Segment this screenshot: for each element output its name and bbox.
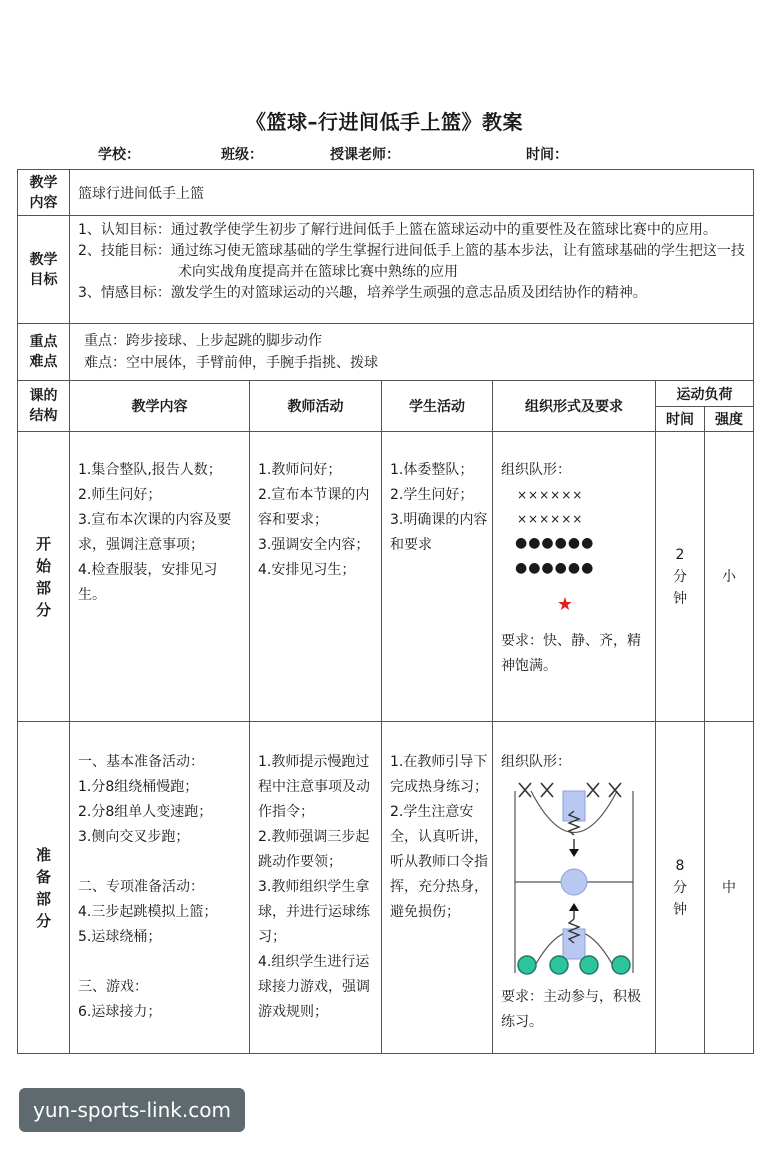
- prep-student: [382, 722, 493, 1054]
- goals-cell: [70, 216, 754, 324]
- start-content: [70, 432, 250, 722]
- prep-time: 8分钟: [656, 722, 705, 1054]
- prep-label: 准备部分: [18, 722, 70, 1054]
- list-item: 一、基本准备活动：: [78, 754, 204, 770]
- start-time: 2分钟: [656, 432, 705, 722]
- court-diagram: [509, 779, 639, 979]
- list-item: 2.学生注意安全，认真听讲，听从教师口令指挥，充分热身，避免损伤；: [390, 804, 488, 920]
- start-intensity: 小: [705, 432, 754, 722]
- list-item: 1.教师提示慢跑过程中注意事项及动作指令；: [258, 754, 370, 820]
- list-item: 5.运球绕桶；: [78, 929, 162, 945]
- list-item: 4.检查服装，安排见习生。: [78, 562, 218, 603]
- org-title: 组织队形：: [501, 754, 571, 770]
- org-requirement: 要求：主动参与，积极练习。: [501, 989, 641, 1030]
- goal-cognitive: 1、认知目标：通过教学使学生初步了解行进间低手上篮在篮球运动中的重要性及在篮球比赛中的应用。: [78, 222, 717, 238]
- intensity-header: 强度: [705, 407, 754, 432]
- list-item: 1.在教师引导下完成热身练习；: [390, 754, 488, 795]
- list-item: 2.分8组单人变速跑；: [78, 804, 213, 820]
- list-item: 1.分8组绕桶慢跑；: [78, 779, 199, 795]
- goal-skill: 2、技能目标：通过练习使无篮球基础的学生掌握行进间低手上篮的基本步法，让有篮球基础的学生把这一技术向实战角度提高并在篮球比赛中熟练的应用: [78, 243, 745, 280]
- difficult-point: 难点：空中展体，手臂前伸，手腕手指挑、拨球: [84, 355, 378, 371]
- start-label: 开始部分: [18, 432, 70, 722]
- content-header: 教学内容: [70, 381, 250, 432]
- student-header: 学生活动: [382, 381, 493, 432]
- start-teacher: [250, 432, 382, 722]
- goal-emotion: 3、情感目标：激发学生的对篮球运动的兴趣，培养学生顽强的意志品质及团结协作的精神。: [78, 285, 647, 301]
- teacher-label: 授课老师：: [330, 147, 400, 163]
- list-item: 三、游戏：: [78, 979, 148, 995]
- formation-row: ●●●●●●: [515, 535, 595, 551]
- list-item: 2.宣布本节课的内容和要求；: [258, 487, 370, 528]
- list-item: 4.三步起跳模拟上篮；: [78, 904, 218, 920]
- document-title: 《篮球–行进间低手上篮》教案: [246, 110, 523, 134]
- lesson-plan-table: [17, 169, 754, 1054]
- watermark-badge: yun-sports-link.com: [19, 1088, 245, 1132]
- content-value: 篮球行进间低手上篮: [70, 170, 754, 216]
- list-item: 3.侧向交叉步跑；: [78, 829, 190, 845]
- list-item: 2.学生问好；: [390, 487, 474, 503]
- teacher-star-icon: ★: [556, 594, 574, 615]
- prep-content: [70, 722, 250, 1054]
- list-item: 2.师生问好；: [78, 487, 162, 503]
- key-point: 重点：跨步接球、上步起跳的脚步动作: [84, 333, 322, 349]
- list-item: 3.强调安全内容；: [258, 537, 370, 553]
- start-org: [493, 432, 656, 722]
- goals-label: 教学目标: [18, 216, 70, 324]
- start-student: [382, 432, 493, 722]
- formation-row: ××××××: [517, 512, 584, 526]
- org-header: 组织形式及要求: [493, 381, 656, 432]
- list-item: 1.集合整队,报告人数；: [78, 462, 222, 478]
- list-item: 4.安排见习生；: [258, 562, 356, 578]
- list-item: 3.明确课的内容和要求: [390, 512, 488, 553]
- list-item: 3.教师组织学生拿球，并进行运球练习；: [258, 879, 370, 945]
- time-label: 时间：: [526, 147, 568, 163]
- key-cell: [70, 324, 754, 381]
- list-item: 3.宣布本次课的内容及要求，强调注意事项；: [78, 512, 232, 553]
- prep-org: [493, 722, 656, 1054]
- list-item: 1.体委整队；: [390, 462, 474, 478]
- formation-row: ●●●●●●: [515, 560, 595, 576]
- list-item: 2.教师强调三步起跳动作要领；: [258, 829, 370, 870]
- info-row: [0, 144, 769, 164]
- list-item: 4.组织学生进行运球接力游戏，强调游戏规则；: [258, 954, 370, 1020]
- content-label: 教学内容: [18, 170, 70, 216]
- prep-intensity: 中: [705, 722, 754, 1054]
- prep-teacher: [250, 722, 382, 1054]
- org-requirement: 要求：快、静、齐，精神饱满。: [501, 633, 641, 674]
- time-header: 时间: [656, 407, 705, 432]
- list-item: 6.运球接力；: [78, 1004, 162, 1020]
- school-label: 学校：: [98, 147, 140, 163]
- load-header: 运动负荷: [656, 381, 754, 407]
- structure-header: 课的结构: [18, 381, 70, 432]
- org-title: 组织队形：: [501, 462, 571, 478]
- class-label: 班级：: [221, 147, 263, 163]
- list-item: 1.教师问好；: [258, 462, 342, 478]
- list-item: 二、专项准备活动：: [78, 879, 204, 895]
- teacher-header: 教师活动: [250, 381, 382, 432]
- formation-row: ××××××: [517, 488, 584, 502]
- key-label: 重点难点: [18, 324, 70, 381]
